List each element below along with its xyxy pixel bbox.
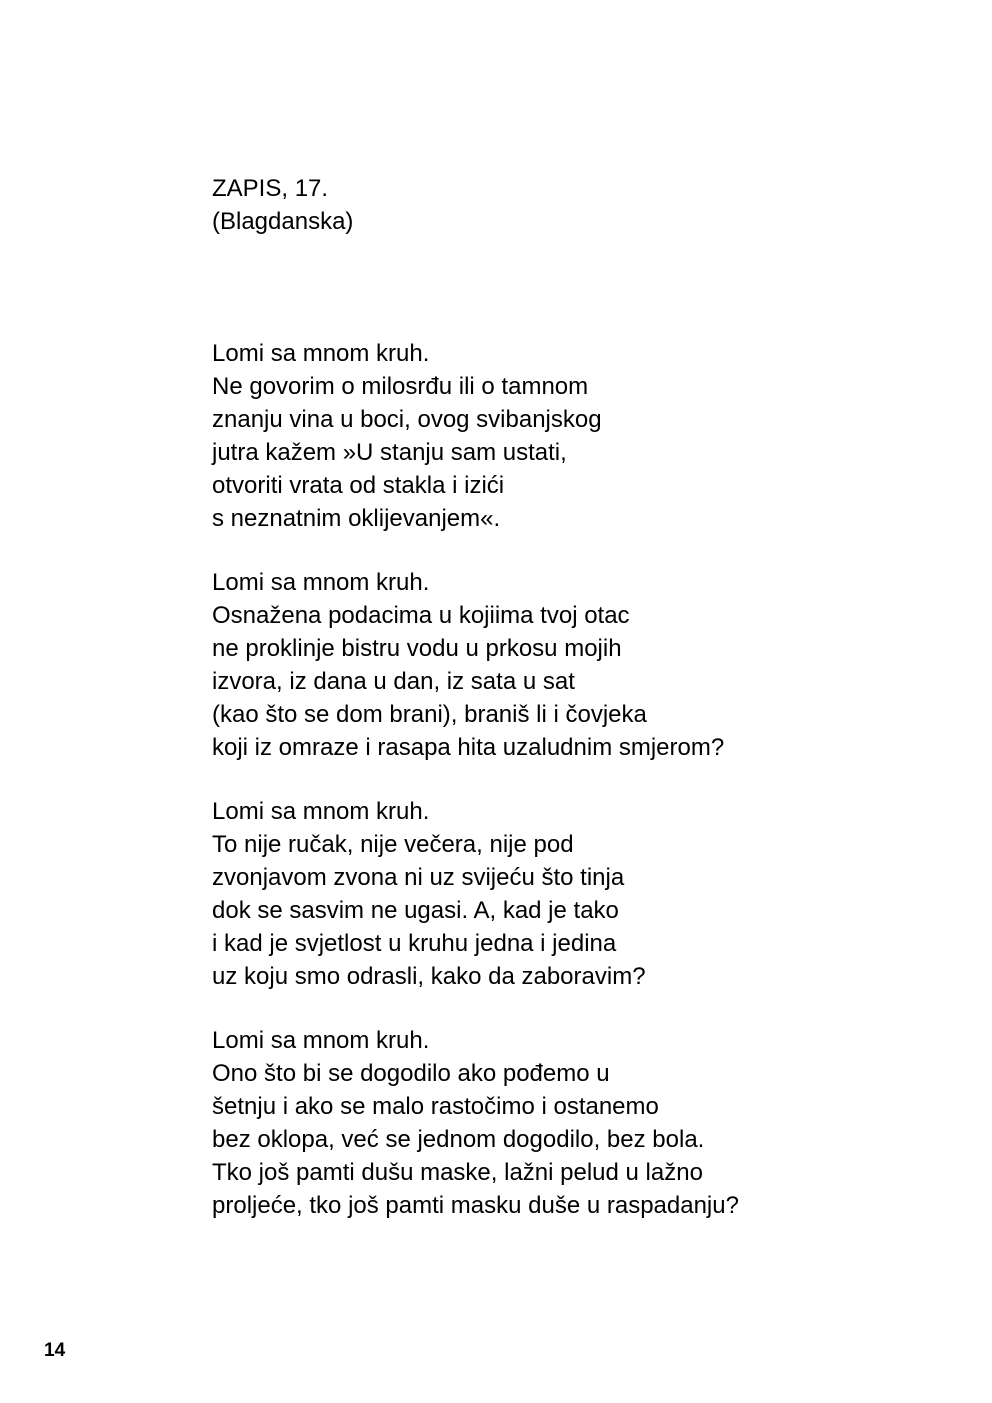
poem-line: Tko još pamti dušu maske, lažni pelud u lažno [212,1159,703,1186]
poem-line: Osnažena podacima u kojiima tvoj otac [212,602,630,629]
poem-line: s neznatnim oklijevanjem«. [212,505,501,532]
poem-line: šetnju i ako se malo rastočimo i ostanemo [212,1093,659,1120]
poem-heading [212,172,353,238]
poem-subtitle: (Blagdanska) [212,208,354,235]
poem-line: bez oklopa, već se jednom dogodilo, bez bola. [212,1126,705,1153]
poem-line: jutra kažem »U stanju sam ustati, [212,439,567,466]
stanza-3 [212,795,739,993]
stanza-2 [212,566,739,764]
poem-line: (kao što se dom brani), braniš li i čovjeka [212,701,647,728]
poem-line: i kad je svjetlost u kruhu jedna i jedina [212,930,617,957]
poem-line: znanju vina u boci, ovog svibanjskog [212,406,602,433]
poem-line: otvoriti vrata od stakla i izići [212,472,505,499]
poem-line: To nije ručak, nije večera, nije pod [212,831,574,858]
stanza-4 [212,1024,739,1222]
poem-line: Ono što bi se dogodilo ako pođemo u [212,1060,610,1087]
poem-title: ZAPIS, 17. [212,175,329,202]
poem-line: Lomi sa mnom kruh. [212,798,430,825]
poem-line: zvonjavom zvona ni uz svijeću što tinja [212,864,625,891]
poem-line: ne proklinje bistru vodu u prkosu mojih [212,635,622,662]
poem-line: uz koju smo odrasli, kako da zaboravim? [212,963,646,990]
poem-line: izvora, iz dana u dan, iz sata u sat [212,668,575,695]
poem-line: Lomi sa mnom kruh. [212,340,430,367]
poem-line: Ne govorim o milosrđu ili o tamnom [212,373,589,400]
poem-line: koji iz omraze i rasapa hita uzaludnim smjerom? [212,734,725,761]
poem-line: Lomi sa mnom kruh. [212,1027,430,1054]
stanza-1 [212,337,739,535]
poem-line: Lomi sa mnom kruh. [212,569,430,596]
page-number: 14 [44,1340,66,1361]
poem-line: proljeće, tko još pamti masku duše u raspadanju? [212,1192,739,1219]
poem-line: dok se sasvim ne ugasi. A, kad je tako [212,897,619,924]
poem-body [212,337,739,1253]
